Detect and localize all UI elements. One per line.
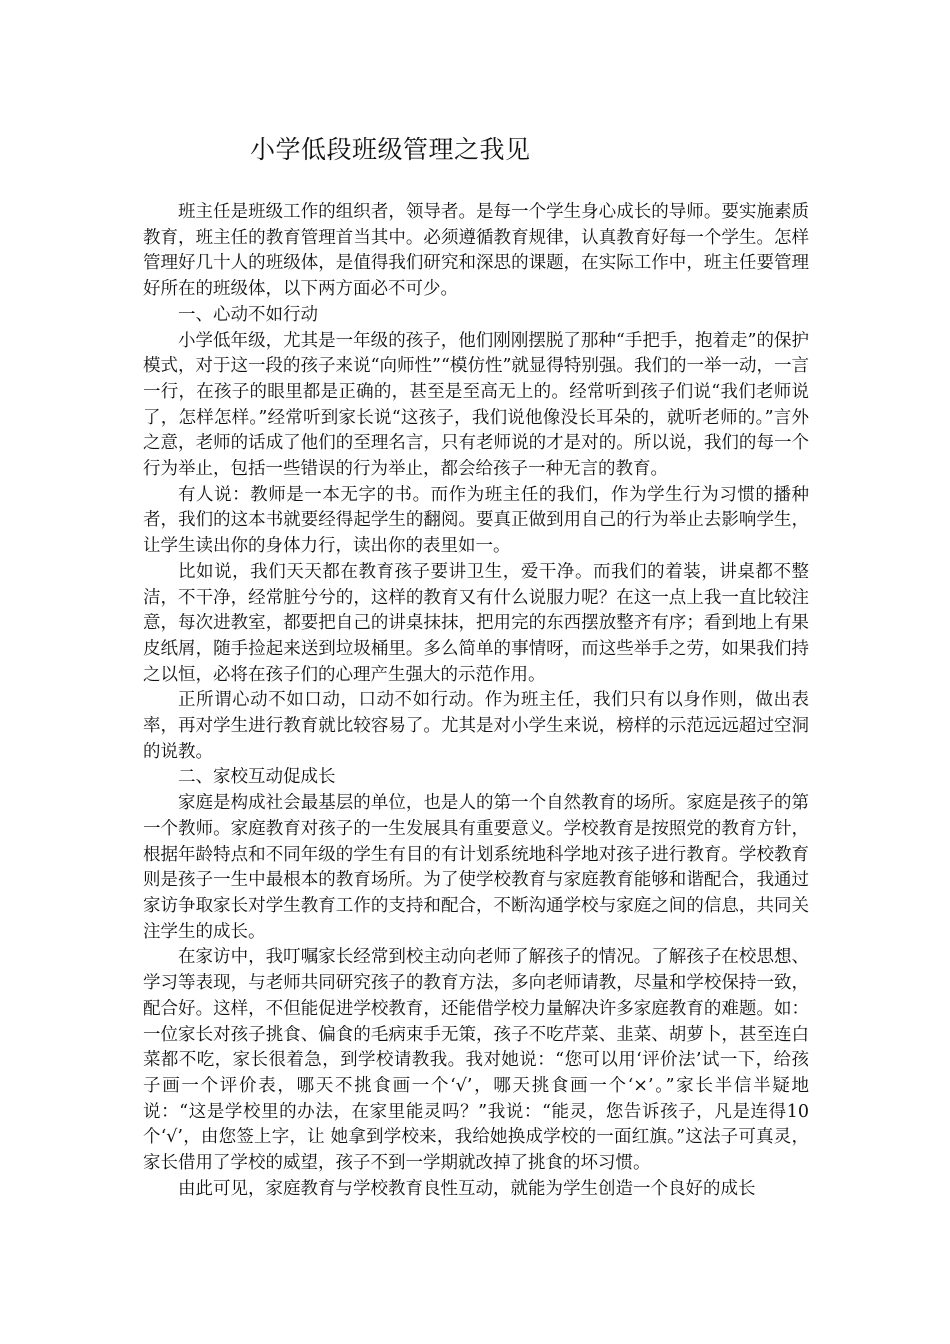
paragraph: 班主任是班级工作的组织者，领导者。是每一个学生身心成长的导师。要实施素质教育，班主任的教育管理首当其中。必须遵循教育规律，认真教育好每一个学生。怎样管理好几十人的班级体，是值得我们研究和深思的课题，在实际工作中，班主任要管理好所在的班级体，以下两方面必不可少。 <box>143 202 809 300</box>
paragraph: 比如说，我们天天都在教育孩子要讲卫生，爱干净。而我们的着装，讲桌都不整洁，不干净，经常脏兮兮的，这样的教育又有什么说服力呢？在这一点上我一直比较注意，每次进教室，都要把自己的讲桌抹抹，把用完的东西摆放整齐有序；看到地上有果皮纸屑，随手捡起来送到垃圾桶里。多么简单的事情呀，而这些举手之劳，如果我们持之以恒，必将在孩子们的心理产生强大的示范作用。 <box>143 561 809 685</box>
paragraph: 由此可见，家庭教育与学校教育良性互动，就能为学生创造一个良好的成长 <box>178 1178 756 1199</box>
section-heading: 二、家校互动促成长 <box>178 767 336 788</box>
document-title: 小学低段班级管理之我见 <box>250 135 531 164</box>
paragraph: 有人说：教师是一本无字的书。而作为班主任的我们，作为学生行为习惯的播种者，我们的这本书就要经得起学生的翻阅。要真正做到用自己的行为举止去影响学生，让学生读出你的身体力行，读出你的表里如一。 <box>143 484 809 557</box>
paragraph: 家庭是构成社会最基层的单位，也是人的第一个自然教育的场所。家庭是孩子的第一个教师。家庭教育对孩子的一生发展具有重要意义。学校教育是按照党的教育方针，根据年龄特点和不同年级的学生有目的有计划系统地科学地对孩子进行教育。学校教育则是孩子一生中最根本的教育场所。为了使学校教育与家庭教育能够和谐配合，我通过家访争取家长对学生教育工作的支持和配合，不断沟通学校与家庭之间的信息，共同关注学生的成长。 <box>143 793 809 942</box>
paragraph: 小学低年级，尤其是一年级的孩子，他们刚刚摆脱了那种“手把手，抱着走”的保护模式，对于这一段的孩子来说“向师性”“模仿性”就显得特别强。我们的一举一动，一言一行，在孩子的眼里都是正确的，甚至是至高无上的。经常听到孩子们说“我们老师说了，怎样怎样。”经常听到家长说“这孩子，我们说他像没长耳朵的，就听老师的。”言外之意，老师的话成了他们的至理名言，只有老师说的才是对的。所以说，我们的每一个行为举止，包括一些错误的行为举止，都会给孩子一种无言的教育。 <box>143 330 809 480</box>
section-heading: 一、心动不如行动 <box>178 304 318 325</box>
paragraph: 在家访中，我叮嘱家长经常到校主动向老师了解孩子的情况。了解孩子在校思想、学习等表现，与老师共同研究孩子的教育方法，多向老师请教，尽量和学校保持一致，配合好。这样，不但能促进学校教育，还能借学校力量解决许多家庭教育的难题。如：一位家长对孩子挑食、偏食的毛病束手无策，孩子不吃芹菜、韭菜、胡萝卜，甚至连白菜都不吃，家长很着急，到学校请教我。我对她说：“您可以用‘评价法’试一下，给孩子画一个评价表，哪天不挑食画一个‘√’，哪天挑食画一个‘×’。”家长半信半疑地说：“这是学校里的办法，在家里能灵吗？”我说：“能灵，您告诉孩子，凡是连得10个‘√’，由您签上字，让 她拿到学校来，我给她换成学校的一面红旗。”这法子可真灵，家长借用了学校的威望，孩子不到一学期就改掉了挑食的坏习惯。 <box>143 947 809 1174</box>
document-body <box>143 200 809 1202</box>
paragraph: 正所谓心动不如口动，口动不如行动。作为班主任，我们只有以身作则，做出表率，再对学生进行教育就比较容易了。尤其是对小学生来说，榜样的示范远远超过空洞的说教。 <box>143 690 809 762</box>
